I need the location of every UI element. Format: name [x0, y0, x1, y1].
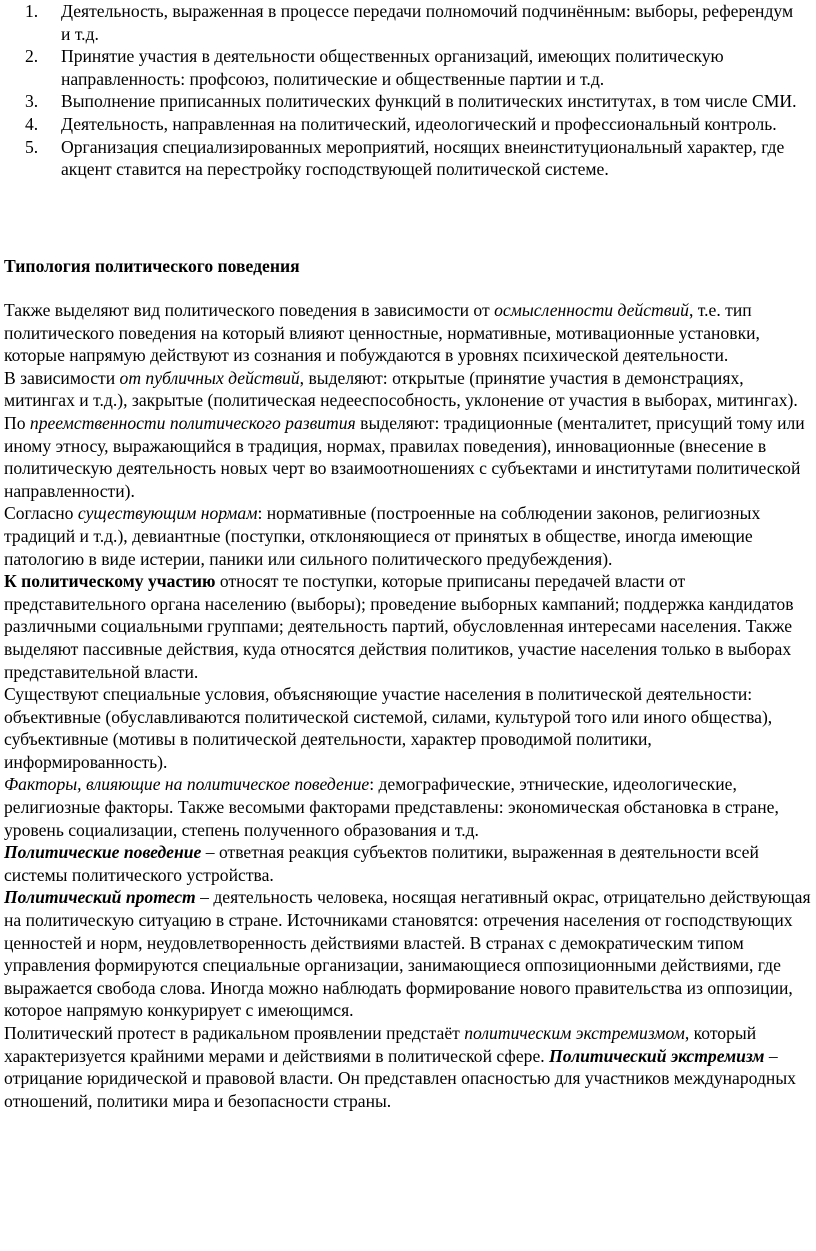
list-item [0, 90, 800, 113]
paragraph [4, 299, 812, 367]
paragraph [4, 367, 812, 412]
list-item [0, 136, 800, 181]
italic-term: от публичных действий [119, 367, 300, 388]
list-number: 5. [25, 136, 39, 157]
list-number: 2. [25, 46, 39, 67]
italic-term: существующим нормам [77, 503, 258, 524]
section-heading: Типология политического поведения [4, 256, 300, 276]
italic-term: осмысленности действий [494, 300, 689, 320]
list-number: 3. [25, 91, 39, 112]
paragraph [4, 570, 812, 683]
text-run: В зависимости [4, 367, 120, 388]
paragraph [4, 886, 812, 1022]
bold-term: К политическому участию [4, 571, 216, 592]
text-run: : нормативные (построенные на соблюдении законов, религиозных традиций и т.д.), девиантные (поступки, отклоняющиеся от принятых в обществе, иногда имеющие патологию в виде истерии, паники или сильного политического предубеждения). [4, 503, 761, 569]
italic-term: преемственности политического развития [29, 412, 356, 433]
list-text: Организация специализированных мероприятий, носящих внеинституциональный характер, где акцент ставится на перестройку господствующей политической системе. [61, 136, 785, 180]
text-run: Также выделяют вид политического поведения в зависимости от [4, 300, 495, 320]
paragraph [4, 1022, 812, 1112]
italic-term: Факторы, влияющие на политическое поведение [4, 774, 370, 795]
list-text: Принятие участия в деятельности общественных организаций, имеющих политическую направленность: профсоюз, политические и общественные партии и т.д. [61, 46, 724, 89]
text-run: Политический протест в радикальном проявлении предстаёт [4, 1023, 465, 1043]
list-text: Деятельность, направленная на политический, идеологический и профессиональный контроль. [61, 113, 777, 134]
list-item [0, 45, 800, 90]
text-run: , т.е. тип политического поведения на который влияют ценностные, нормативные, мотивационные установки, которые напрямую действуют из сознания и побуждаются в уровнях психической деятельности. [4, 300, 760, 366]
paragraph [4, 412, 812, 502]
text-run: – ответная реакция субъектов политики, выраженная в деятельности всей системы политического устройства. [4, 842, 759, 885]
list-text: Выполнение приписанных политических функций в политических институтах, в том числе СМИ. [61, 91, 797, 112]
numbered-list [0, 0, 800, 181]
list-number: 4. [25, 113, 39, 134]
list-item [0, 0, 800, 45]
list-text: Деятельность, выраженная в процессе передачи полномочий подчинённым: выборы, референдум и т.д. [61, 1, 794, 44]
list-item [0, 113, 800, 136]
paragraph [4, 773, 812, 841]
text-run: выделяют: традиционные (менталитет, присущий тому или иному этносу, выражающийся в традиция, нормах, правилах поведения), инновационные (внесение в политическую деятельность новых черт во взаимоотношениях с субъектами и институтами политической направленности). [4, 412, 805, 501]
text-run: – деятельность человека, носящая негативный окрас, отрицательно действующая на политическую ситуацию в стране. Источниками становятся: отречения населения от господствующих ценностей и норм, неудовлетворенность действиями властей. В странах с демократическим типом управления формируются специальные организации, занимающиеся оппозиционными действиями, где выражается свобода слова. Иногда можно наблюдать формирование нового правительства из оппозиции, которое напрямую конкурирует с имеющимся. [4, 887, 811, 1021]
paragraph [4, 841, 812, 886]
paragraph [4, 502, 812, 570]
paragraph [4, 683, 812, 773]
italic-term: политическим экстремизмом [464, 1023, 685, 1043]
text-run: , который характеризуется крайними мерами и действиями в политической сфере. [4, 1023, 757, 1066]
list-number: 1. [25, 1, 39, 21]
text-run: Существуют специальные условия, объясняющие участие населения в политической деятельности: объективные (обуславливаются политической системой, силами, культурой того или иного общества), субъективные (мотивы в политической деятельности, характер проводимой политики, информированность). [4, 684, 773, 772]
text-run: , выделяют: открытые (принятие участия в демонстрациях, митингах и т.д.), закрытые (политическая недееспособность, уклонение от участия в выборах, митингах). [4, 367, 798, 411]
body-text [4, 299, 812, 1112]
bold-italic-term: Политический протест [4, 887, 196, 908]
text-run: – отрицание юридической и правовой власти. Он представлен опасностью для участников международных отношений, политики мира и безопасности страны. [4, 1045, 796, 1111]
text-run: : демографические, этнические, идеологические, религиозные факторы. Также весомыми факторами представлены: экономическая обстановка в стране, уровень социализации, степень полученного образования и т.д. [4, 774, 779, 840]
bold-italic-term: Политические поведение [4, 842, 202, 863]
bold-italic-term: Политический экстремизм [549, 1045, 765, 1066]
text-run: Согласно [4, 503, 78, 524]
text-run: По [4, 412, 30, 433]
text-run: относят те поступки, которые приписаны передачей власти от представительного органа населению (выборы); проведение выборных кампаний; поддержка кандидатов различными социальными группами; деятельность партий, обусловленная интересами населения. Также выделяют пассивные действия, куда относятся действия политиков, участие населения только в выборах представительной власти. [4, 571, 794, 682]
